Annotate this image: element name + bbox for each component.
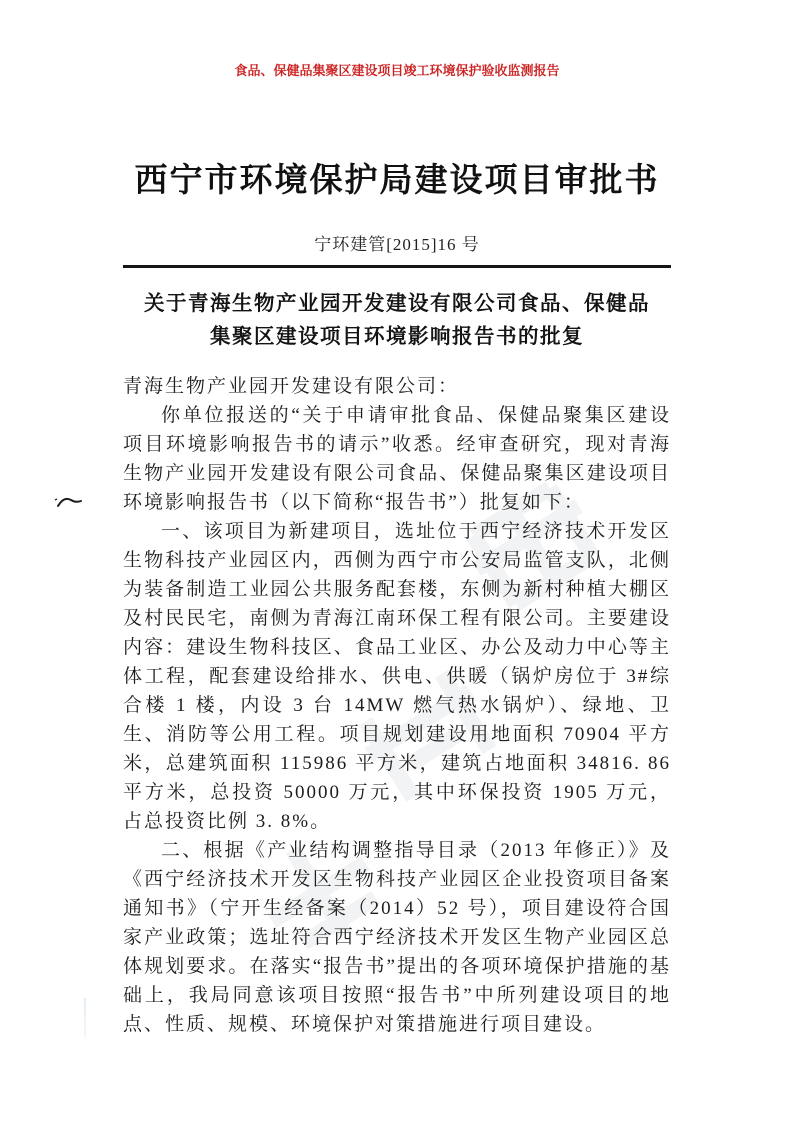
paragraph-3: 二、根据《产业结构调整指导目录（2013 年修正）》及《西宁经济技术开发区生物科技产业园区企业投资项目备案通知书》（宁开生经备案（2014）52 号），项目建设符合国家产业政策；选址符合西宁经济技术开发区生物产业园区总体规划要求。在落实“报告书”提出的各项环境保护措施的基础上，我局同意该项目按照“报告书”中所列建设项目的地点、性质、规模、环境保护对策措施进行项目建设。 xyxy=(123,840,671,1035)
document-number: 宁环建管[2015]16 号 xyxy=(314,235,480,254)
document-content xyxy=(123,0,671,1039)
document-title: 西宁市环境保护局建设项目审批书 xyxy=(134,163,660,199)
subject-heading xyxy=(123,288,671,354)
document-body xyxy=(123,372,671,1039)
running-header: 食品、保健品集聚区建设项目竣工环境保护验收监测报告 xyxy=(234,63,560,78)
paragraph-2: 一、该项目为新建项目，选址位于西宁经济技术开发区生物科技产业园区内，西侧为西宁市公安局监管支队，北侧为装备制造工业园公共服务配套楼，东侧为新村种植大棚区及村民民宅，南侧为青海江南环保工程有限公司。主要建设内容：建设生物科技区、食品工业区、办公及动力中心等主体工程，配套建设给排水、供电、供暖（锅炉房位于 3#综合楼 1 楼，内设 3 台 14MW 燃气热水锅炉）、绿地、卫生、消防等公用工程。项目规划建设用地面积 70904 平方米，总建筑面积 115986 平方米，建筑占地面积 34816. 86 平方米，总投资 50000 万元，其中环保投资 1905 万元，占总投资比例 3. 8%。 xyxy=(123,521,671,832)
paragraph-1: 你单位报送的“关于申请审批食品、保健品聚集区建设项目环境影响报告书的请示”收悉。经审查研究，现对青海生物产业园开发建设有限公司食品、保健品聚集区建设项目环境影响报告书（以下简称“报告书”）批复如下： xyxy=(123,405,671,513)
subject-line-2: 集聚区建设项目环境影响报告书的批复 xyxy=(210,326,584,348)
scan-artifact-line xyxy=(84,998,86,1038)
subject-line-1: 关于青海生物产业园开发建设有限公司食品、保健品 xyxy=(144,293,650,315)
pen-mark xyxy=(52,492,84,514)
title-separator-rule xyxy=(123,265,671,268)
salutation: 青海生物产业园开发建设有限公司： xyxy=(123,376,460,397)
